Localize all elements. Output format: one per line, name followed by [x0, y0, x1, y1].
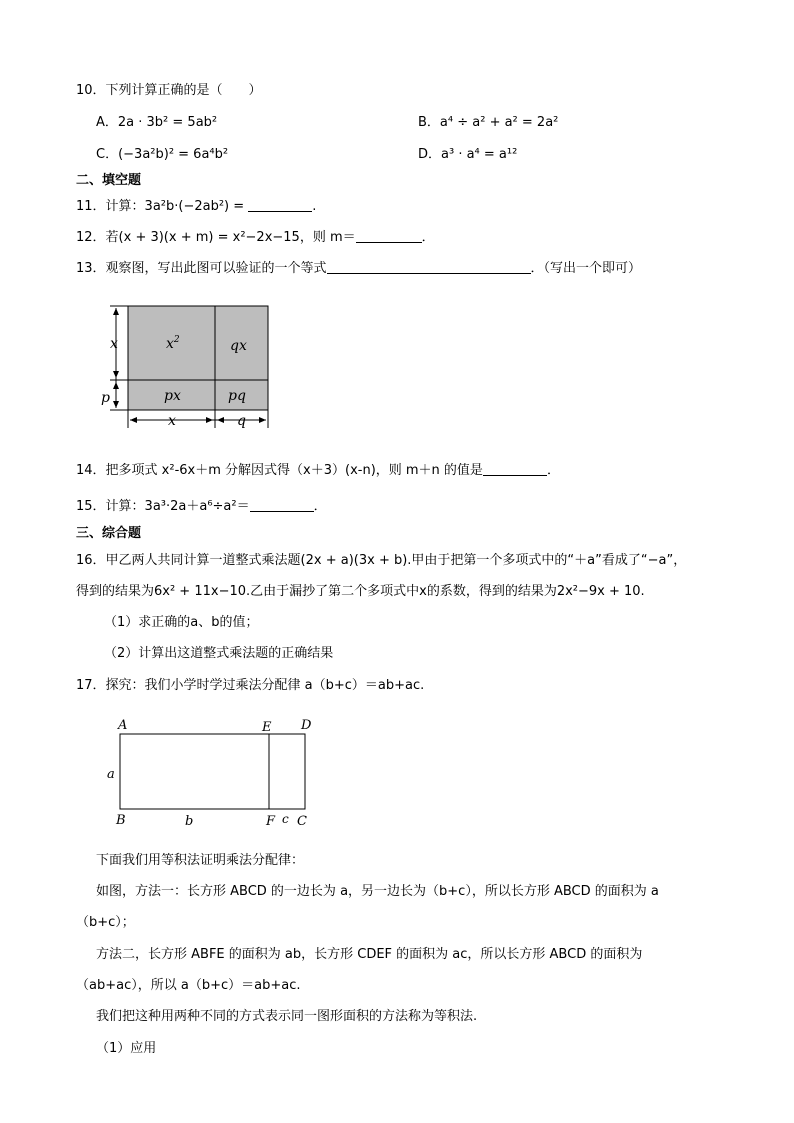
q14-end: ．	[546, 463, 560, 478]
q15-end: ．	[313, 499, 327, 514]
q16-line1: 16．甲乙两人共同计算一道整式乘法题(2x + a)(3x + b).甲由于把第一个多项式中的“＋a”看成了“−a”，	[76, 553, 687, 568]
q17-p4: 我们把这种用两种不同的方式表示同一图形面积的方法称为等积法.	[96, 1009, 478, 1024]
section-comprehensive-heading: 三、综合题	[76, 526, 142, 541]
q12-answer-blank	[356, 229, 422, 243]
q14-answer-blank	[483, 462, 547, 476]
rectangle-abcd	[120, 734, 305, 809]
point-b: B	[116, 813, 126, 828]
q11-end: .	[312, 199, 317, 214]
label-x-squared: $x^2$	[166, 335, 180, 352]
q16-sub1: （1）求正确的a、b的值；	[104, 615, 259, 630]
q11-answer-blank	[248, 198, 312, 212]
q10-option-a: A．2a · 3b² = 5ab²	[96, 115, 218, 130]
q11	[76, 198, 316, 216]
label-qx: qx	[230, 338, 247, 354]
q13-area-figure	[98, 300, 288, 435]
q10-option-c: C．(−3a²b)² = 6a⁴b²	[96, 147, 229, 162]
label-px: px	[164, 388, 181, 404]
point-f: F	[266, 814, 276, 829]
q17-p3a: 方法二，长方形 ABFE 的面积为 ab，长方形 CDEF 的面积为 ac，所以长方形 ABCD 的面积为	[96, 947, 643, 962]
label-left-x: x	[110, 336, 118, 352]
side-c-label: c	[282, 812, 289, 826]
label-bottom-x: x	[168, 413, 176, 429]
q10-option-d: D．a³ · a⁴ = a¹²	[418, 147, 518, 162]
q17-p3b: （ab+ac），所以 a（b+c）＝ab+ac.	[76, 978, 301, 993]
q17-rectangle-figure	[100, 712, 330, 837]
q14-text: 14．把多项式 x²-6x＋m 分解因式得（x＋3）(x-n)，则 m＋n 的值是	[76, 463, 483, 478]
q10-stem: 10．下列计算正确的是（ ）	[76, 83, 262, 98]
point-d: D	[301, 718, 312, 733]
q10-option-b: B．a⁴ ÷ a² + a² = 2a²	[418, 115, 559, 130]
q17-p5: （1）应用	[96, 1041, 157, 1056]
q13-text: 13．观察图，写出此图可以验证的一个等式	[76, 261, 327, 276]
q15-text: 15．计算：3a³·2a＋a⁶÷a²＝	[76, 499, 250, 514]
label-left-p: p	[101, 390, 110, 406]
q16-sub2: （2）计算出这道整式乘法题的正确结果	[104, 646, 334, 661]
side-b-label: b	[185, 814, 194, 829]
section-fill-in-heading: 二、填空题	[76, 173, 142, 188]
q11-text: 11．计算：3a²b·(−2ab²) =	[76, 199, 249, 214]
q15	[76, 498, 327, 516]
point-e: E	[262, 720, 272, 735]
q12	[76, 229, 435, 247]
q17-p2b: （b+c）；	[76, 915, 135, 930]
point-a: A	[118, 718, 128, 733]
q16-line2: 得到的结果为6x² + 11x−10.乙由于漏抄了第二个多项式中x的系数，得到的结果为2x²−9x + 10.	[76, 584, 645, 599]
q15-answer-blank	[250, 498, 314, 512]
q13-end: ．（写出一个即可）	[530, 261, 642, 276]
q17-stem: 17．探究：我们小学时学过乘法分配律 a（b+c）＝ab+ac.	[76, 678, 425, 693]
q17-p2a: 如图，方法一：长方形 ABCD 的一边长为 a，另一边长为（b+c），所以长方形 ABCD 的面积为 a	[96, 884, 659, 899]
q14	[76, 462, 560, 480]
q17-p1: 下面我们用等积法证明乘法分配律：	[96, 853, 305, 868]
q12-text: 12．若(x + 3)(x + m) = x²−2x−15，则 m＝	[76, 230, 356, 245]
q12-end: ．	[421, 230, 435, 245]
label-bottom-q: q	[237, 413, 246, 429]
outer-square	[128, 306, 268, 410]
q13-answer-blank	[327, 260, 531, 274]
point-c: C	[297, 814, 307, 829]
q13	[76, 260, 641, 278]
side-a-label: a	[107, 767, 115, 782]
label-pq: pq	[228, 388, 246, 404]
